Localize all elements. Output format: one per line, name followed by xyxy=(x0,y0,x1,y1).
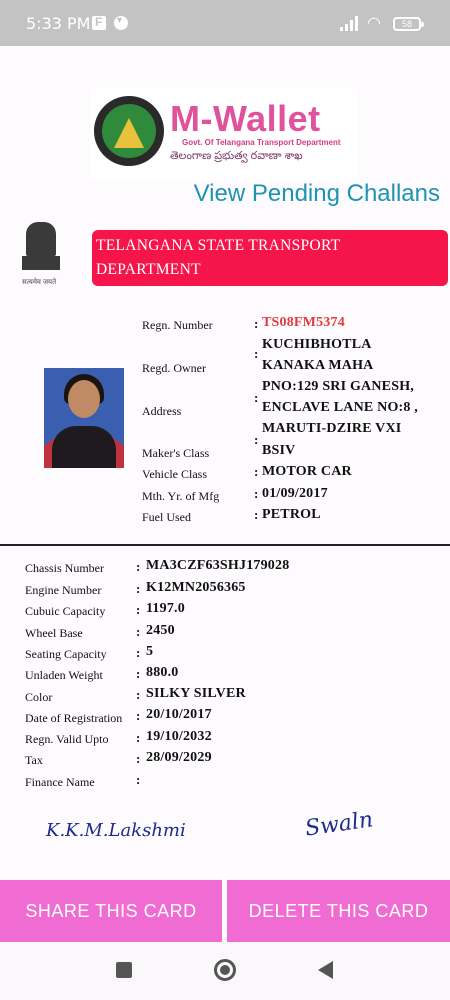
battery-icon: 58 xyxy=(393,17,421,31)
wheel-base-label: Wheel Base xyxy=(25,626,83,640)
engine-number-label: Engine Number xyxy=(25,583,102,597)
app-subtitle-telugu: తెలంగాణ ప్రభుత్వ రవాణా శాఖ xyxy=(170,150,303,162)
mwallet-banner xyxy=(90,88,358,180)
share-card-button[interactable]: SHARE THIS CARD xyxy=(0,880,222,942)
status-time: 5:33 PM xyxy=(26,14,91,33)
regd-owner-value-line2: KANAKA MAHA xyxy=(262,358,374,373)
state-title-line2: DEPARTMENT xyxy=(96,261,201,278)
owner-photo xyxy=(44,368,124,468)
app-subtitle: Govt. Of Telangana Transport Department xyxy=(182,138,341,147)
state-title-line1: TELANGANA STATE TRANSPORT xyxy=(96,237,341,254)
regd-owner-label: Regd. Owner xyxy=(142,361,206,375)
state-title-bar xyxy=(92,230,448,286)
recents-icon[interactable] xyxy=(116,962,132,978)
date-of-registration-value: 20/10/2017 xyxy=(146,707,212,722)
finance-name-label: Finance Name xyxy=(25,775,95,789)
address-label: Address xyxy=(142,404,182,418)
chassis-number-value: MA3CZF63SHJ179028 xyxy=(146,558,290,573)
fuel-used-value: PETROL xyxy=(262,507,321,522)
home-icon[interactable] xyxy=(214,959,236,981)
app-title: M-Wallet xyxy=(170,98,321,139)
status-bar xyxy=(0,0,450,46)
mfg-date-label: Mth. Yr. of Mfg xyxy=(142,489,220,503)
owner-signature: K.K.M.Lakshmi xyxy=(46,820,186,841)
document-icon xyxy=(92,16,106,30)
regn-number-value: TS08FM5374 xyxy=(262,315,345,330)
color-value: SILKY SILVER xyxy=(146,686,246,701)
address-value-line2: ENCLAVE LANE NO:8 , xyxy=(262,400,419,415)
vehicle-class-label: Vehicle Class xyxy=(142,467,207,481)
seating-capacity-label: Seating Capacity xyxy=(25,647,107,661)
seating-capacity-value: 5 xyxy=(146,644,154,659)
color-label: Color xyxy=(25,690,53,704)
makers-class-value-line2: BSIV xyxy=(262,443,296,458)
telangana-seal-icon xyxy=(94,96,164,166)
unladen-weight-label: Unladen Weight xyxy=(25,668,103,682)
national-emblem-icon xyxy=(16,222,66,288)
date-of-registration-label: Date of Registration xyxy=(25,711,123,725)
mfg-date-value: 01/09/2017 xyxy=(262,486,328,501)
regn-valid-upto-label: Regn. Valid Upto xyxy=(25,732,109,746)
makers-class-value-line1: MARUTI-DZIRE VXI xyxy=(262,421,402,436)
vehicle-class-value: MOTOR CAR xyxy=(262,464,352,479)
tax-label: Tax xyxy=(25,753,43,767)
makers-class-label: Maker's Class xyxy=(142,446,210,460)
engine-number-value: K12MN2056365 xyxy=(146,580,246,595)
address-value-line1: PNO:129 SRI GANESH, xyxy=(262,379,414,394)
card-divider xyxy=(0,544,450,546)
back-icon[interactable] xyxy=(318,961,333,979)
cubic-capacity-value: 1197.0 xyxy=(146,601,185,616)
shield-icon xyxy=(114,16,128,30)
signal-icon xyxy=(340,15,360,31)
fuel-used-label: Fuel Used xyxy=(142,510,191,524)
system-nav-bar xyxy=(0,942,450,1000)
regn-valid-upto-value: 19/10/2032 xyxy=(146,729,212,744)
wheel-base-value: 2450 xyxy=(146,623,175,638)
cubic-capacity-label: Cubuic Capacity xyxy=(25,604,106,618)
regn-number-label: Regn. Number xyxy=(142,318,213,332)
chassis-number-label: Chassis Number xyxy=(25,561,104,575)
regd-owner-value-line1: KUCHIBHOTLA xyxy=(262,337,372,352)
wifi-icon: ◠ xyxy=(367,15,381,32)
tax-value: 28/09/2029 xyxy=(146,750,212,765)
authority-signature: Swaln xyxy=(303,807,375,842)
emblem-caption: सत्यमेव जयते xyxy=(22,279,57,286)
view-pending-challans-link[interactable]: View Pending Challans xyxy=(193,180,440,207)
unladen-weight-value: 880.0 xyxy=(146,665,179,680)
delete-card-button[interactable]: DELETE THIS CARD xyxy=(227,880,450,942)
